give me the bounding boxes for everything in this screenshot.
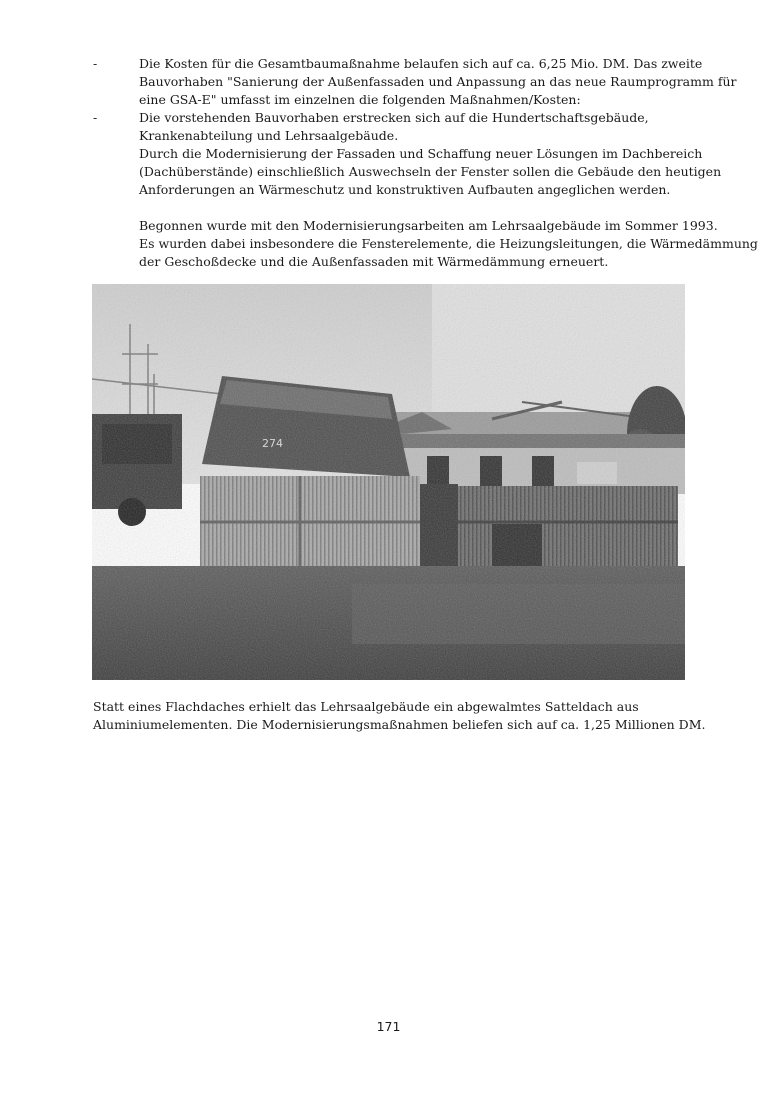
caption-line: Aluminiumelementen. Die Modernisierungsmaßnahmen beliefen sich auf ca. 1,25 Millionen DM. <box>93 717 706 732</box>
blank-line <box>139 199 699 217</box>
bullet-text <box>139 109 758 271</box>
text-line: Krankenabteilung und Lehrsaalgebäude. <box>139 128 399 143</box>
text-line: Die vorstehenden Bauvorhaben erstrecken sich auf die Hundertschaftsgebäude, <box>139 110 649 125</box>
text-line: Begonnen wurde mit den Modernisierungsarbeiten am Lehrsaalgebäude im Sommer 1993. <box>139 218 718 233</box>
bullet-text <box>139 55 737 109</box>
photo-grain <box>92 284 685 680</box>
bullet-marker: - <box>93 56 98 71</box>
photo-caption <box>93 698 713 734</box>
text-line: Es wurden dabei insbesondere die Fensterelemente, die Heizungsleitungen, die Wärmedämmung <box>139 236 758 251</box>
bullet-marker: - <box>93 110 98 125</box>
text-line: eine GSA-E" umfasst im einzelnen die folgenden Maßnahmen/Kosten: <box>139 92 581 107</box>
page-number: 171 <box>376 1019 401 1034</box>
caption-line: Statt eines Flachdaches erhielt das Lehrsaalgebäude ein abgewalmtes Satteldach aus <box>93 699 639 714</box>
text-line: der Geschoßdecke und die Außenfassaden mit Wärmedämmung erneuert. <box>139 254 609 269</box>
text-line: Durch die Modernisierung der Fassaden und Schaffung neuer Lösungen im Dachbereich <box>139 146 703 161</box>
construction-photo <box>92 284 685 680</box>
text-line: Anforderungen an Wärmeschutz und konstruktiven Aufbauten angeglichen werden. <box>139 182 671 197</box>
text-line: Bauvorhaben "Sanierung der Außenfassaden und Anpassung an das neue Raumprogramm für <box>139 74 737 89</box>
text-line: (Dachüberstände) einschließlich Auswechseln der Fenster sollen die Gebäude den heutigen <box>139 164 722 179</box>
text-line: Die Kosten für die Gesamtbaumaßnahme belaufen sich auf ca. 6,25 Mio. DM. Das zweite <box>139 56 703 71</box>
